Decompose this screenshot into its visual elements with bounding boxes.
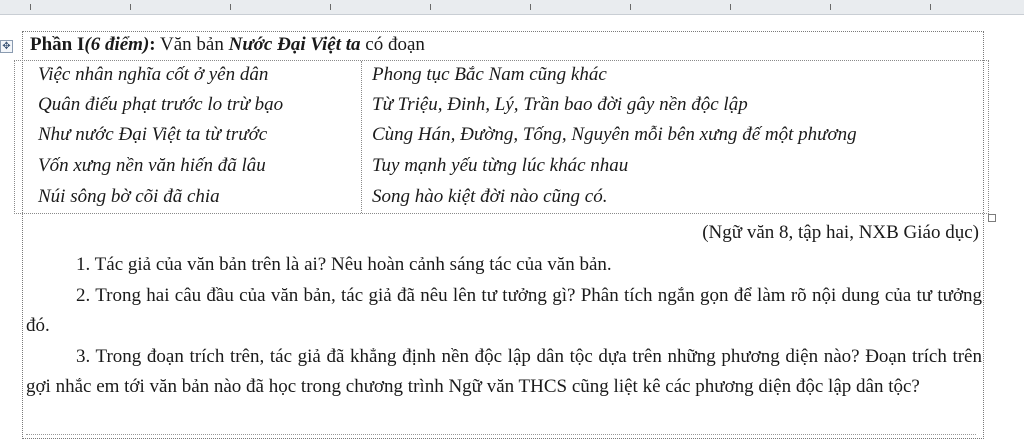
poem-right-line: Cùng Hán, Đường, Tống, Nguyên mỗi bên xưng đế một phương: [372, 124, 857, 145]
ruler-tick: [30, 4, 31, 10]
question-1: 1. Tác giả của văn bản trên là ai? Nêu hoàn cảnh sáng tác của văn bản.: [76, 254, 612, 275]
section-label: Phần I: [30, 34, 85, 55]
ruler-tick: [530, 4, 531, 10]
ruler-tick: [630, 4, 631, 10]
poem-column-divider: [361, 61, 362, 213]
poem-left-line: Núi sông bờ cõi đã chia: [38, 186, 220, 207]
question-2: 2. Trong hai câu đầu của văn bản, tác giả đã nêu lên tư tưởng gì? Phân tích ngắn gọn để làm rõ nội dung của tư tưởng đó.: [26, 285, 982, 336]
section-heading: [30, 31, 425, 59]
ruler-tick: [130, 4, 131, 10]
poem-right-line: Tuy mạnh yếu từng lúc khác nhau: [372, 155, 629, 176]
poem-left-line: Việc nhân nghĩa cốt ở yên dân: [38, 64, 269, 85]
heading-text-after: có đoạn: [360, 34, 425, 55]
poem-left-line: Như nước Đại Việt ta từ trước: [38, 124, 268, 145]
ruler-tick: [430, 4, 431, 10]
table-bottom-border: [26, 434, 976, 436]
move-arrows-icon[interactable]: ✥: [0, 40, 13, 53]
ruler-tick: [230, 4, 231, 10]
work-title: Nước Đại Việt ta: [228, 34, 361, 55]
ruler-tick: [830, 4, 831, 10]
ruler-tick: [330, 4, 331, 10]
ruler-strip: [0, 0, 1024, 15]
resize-square-icon[interactable]: [988, 214, 996, 222]
ruler-tick: [730, 4, 731, 10]
heading-colon: :: [149, 34, 156, 55]
poem-right-line: Song hào kiệt đời nào cũng có.: [372, 186, 608, 207]
poem-right-line: Phong tục Bắc Nam cũng khác: [372, 64, 607, 85]
question-3: 3. Trong đoạn trích trên, tác giả đã khẳng định nền độc lập dân tộc dựa trên những phương diện nào? Đoạn trích trên gợi nhắc em tới văn bản nào đã học trong chương trình Ngữ văn THCS cũng liệt kê các phương diện độc lập dân tộc?: [26, 346, 982, 397]
section-points: (6 điểm): [84, 34, 150, 55]
poem-left-line: Vốn xưng nền văn hiến đã lâu: [38, 155, 266, 176]
poem-left-line: Quân điếu phạt trước lo trừ bạo: [38, 94, 284, 115]
source-citation: (Ngữ văn 8, tập hai, NXB Giáo dục): [702, 222, 979, 243]
heading-text-before: Văn bản: [155, 34, 229, 55]
poem-right-line: Từ Triệu, Đinh, Lý, Trần bao đời gây nền độc lập: [372, 94, 748, 115]
ruler-tick: [930, 4, 931, 10]
